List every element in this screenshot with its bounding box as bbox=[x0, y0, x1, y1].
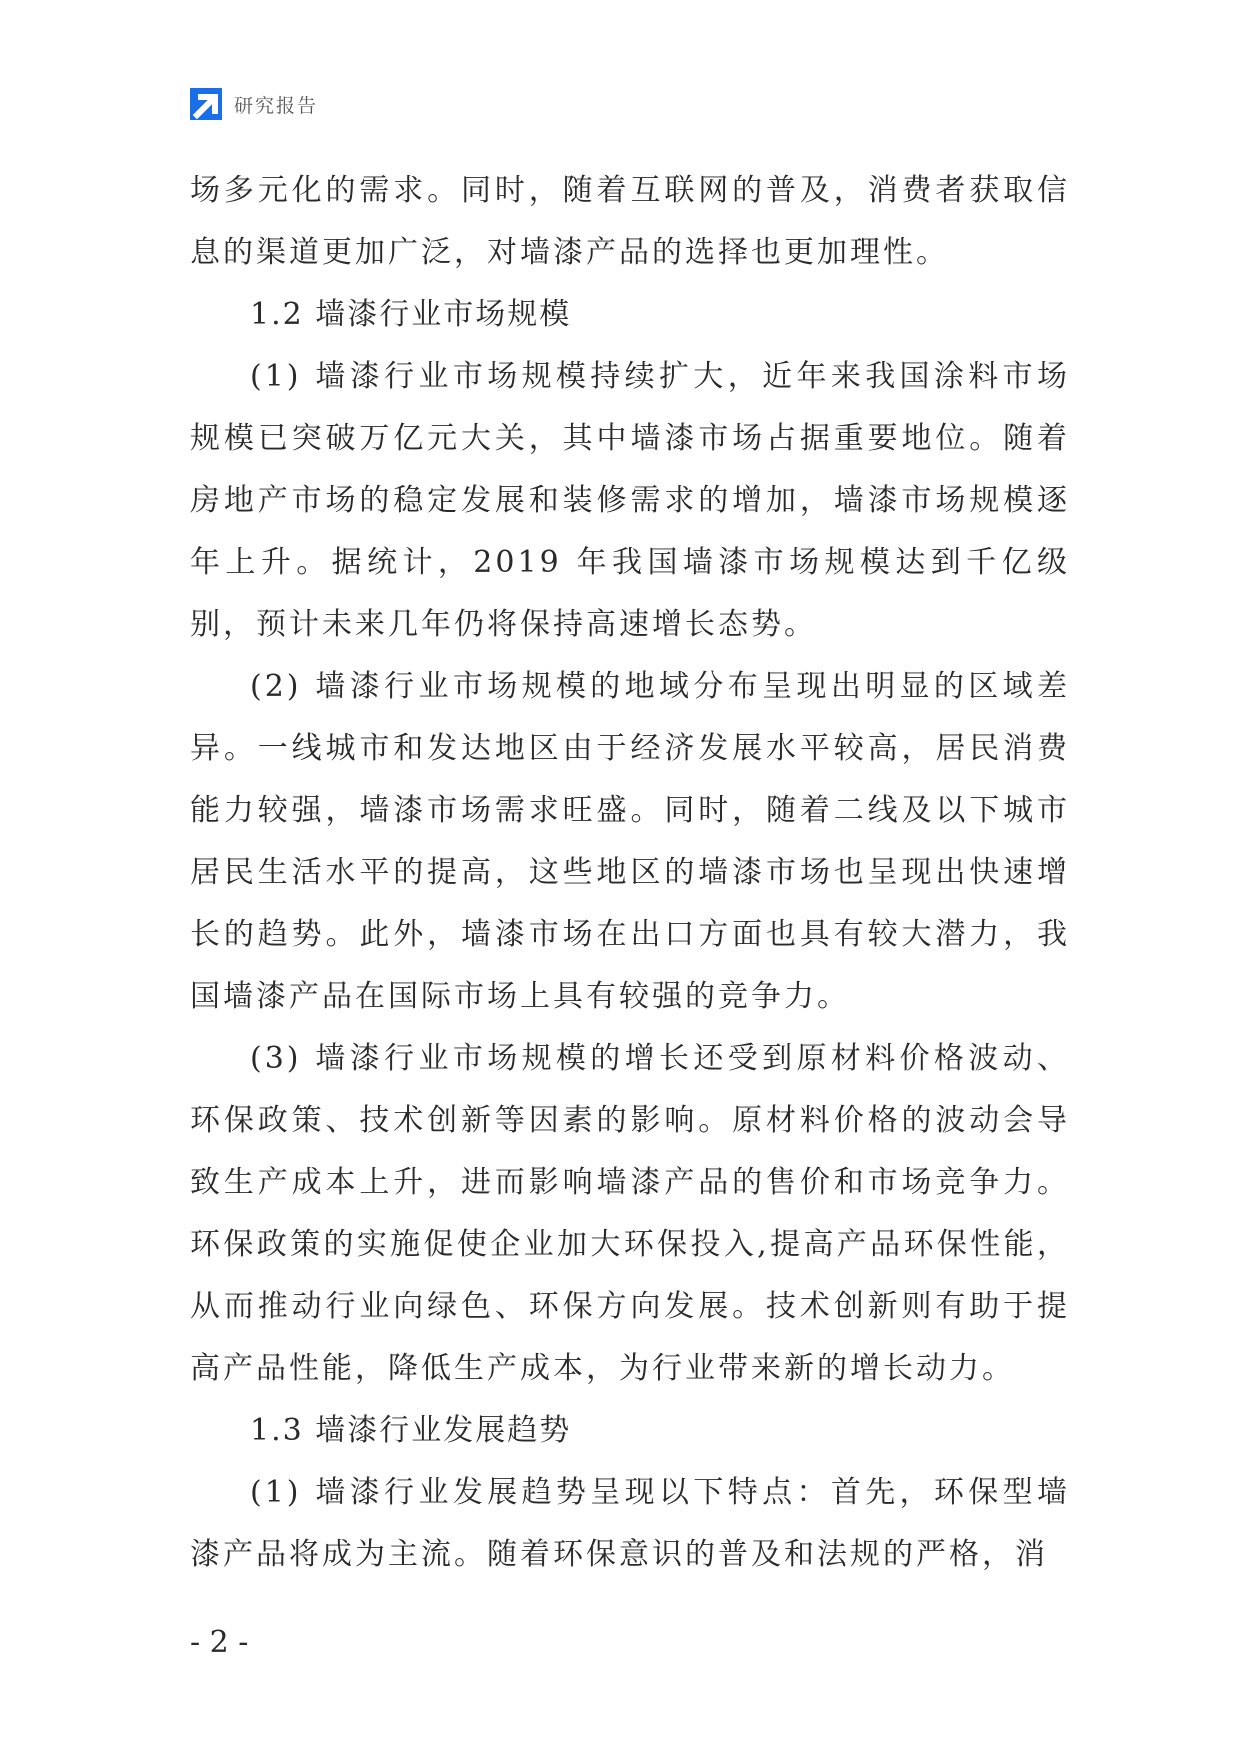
report-header bbox=[190, 88, 318, 120]
paragraph: (2) 墙漆行业市场规模的地域分布呈现出明显的区域差异。一线城市和发达地区由于经济发展水平较高，居民消费能力较强，墙漆市场需求旺盛。同时，随着二线及以下城市居民生活水平的提高，这些地区的墙漆市场也呈现出快速增长的趋势。此外，墙漆市场在出口方面也具有较大潜力，我国墙漆产品在国际市场上具有较强的竞争力。 bbox=[190, 669, 1070, 1014]
arrow-logo-icon bbox=[190, 88, 222, 120]
document-body bbox=[190, 160, 1070, 1586]
paragraph: (3) 墙漆行业市场规模的增长还受到原材料价格波动、环保政策、技术创新等因素的影响。原材料价格的波动会导致生产成本上升，进而影响墙漆产品的售价和市场竞争力。环保政策的实施促使企业加大环保投入,提高产品环保性能，从而推动行业向绿色、环保方向发展。技术创新则有助于提高产品性能，降低生产成本，为行业带来新的增长动力。 bbox=[190, 1041, 1070, 1386]
paragraph: (1) 墙漆行业发展趋势呈现以下特点：首先，环保型墙漆产品将成为主流。随着环保意识的普及和法规的严格，消 bbox=[190, 1475, 1070, 1572]
section-heading-1-2: 1.2 墙漆行业市场规模 bbox=[250, 297, 572, 332]
paragraph-continuation: 场多元化的需求。同时，随着互联网的普及，消费者获取信息的渠道更加广泛，对墙漆产品的选择也更加理性。 bbox=[190, 173, 1070, 270]
paragraph: (1) 墙漆行业市场规模持续扩大，近年来我国涂料市场规模已突破万亿元大关，其中墙漆市场占据重要地位。随着房地产市场的稳定发展和装修需求的增加，墙漆市场规模逐年上升。据统计，2019 年我国墙漆市场规模达到千亿级别，预计未来几年仍将保持高速增长态势。 bbox=[190, 359, 1070, 642]
page-number: - 2 - bbox=[190, 1625, 249, 1660]
section-heading-1-3: 1.3 墙漆行业发展趋势 bbox=[250, 1413, 572, 1448]
header-title: 研究报告 bbox=[234, 94, 319, 117]
